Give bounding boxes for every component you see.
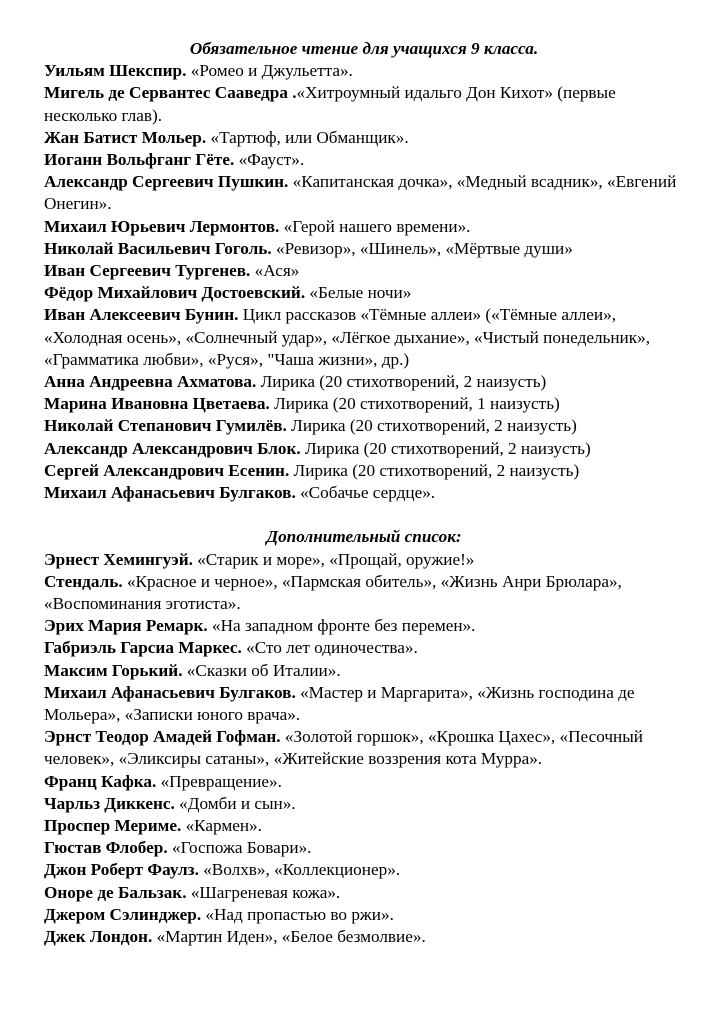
list-entry <box>44 637 684 659</box>
works-text: Лирика (20 стихотворений, 2 наизусть) <box>300 438 591 458</box>
list-entry <box>44 571 684 615</box>
author-name: Иван Алексеевич Бунин. <box>44 305 239 325</box>
author-name: Франц Кафка. <box>44 771 157 791</box>
list-entry <box>44 60 684 82</box>
author-name: Максим Горький. <box>44 660 183 680</box>
works-text: «Над пропастью во ржи». <box>201 904 394 924</box>
works-text: «Волхв», «Коллекционер». <box>198 860 401 880</box>
author-name: Джон Роберт Фаулз. <box>44 860 199 880</box>
author-name: Джек Лондон. <box>44 927 153 947</box>
list-entry <box>44 904 684 926</box>
list-entry <box>44 415 684 437</box>
list-entry <box>44 82 684 126</box>
works-text: «Старик и море», «Прощай, оружие!» <box>192 549 475 569</box>
works-text: «Мартин Иден», «Белое безмолвие». <box>152 927 426 947</box>
works-text: Лирика (20 стихотворений, 2 наизусть) <box>256 372 547 392</box>
works-text: Лирика (20 стихотворений, 2 наизусть) <box>286 416 577 436</box>
author-name: Иван Сергеевич Тургенев. <box>44 261 251 281</box>
author-name: Михаил Афанасьевич Булгаков. <box>44 483 296 503</box>
list-entry <box>44 282 684 304</box>
works-text: «Ромео и Джульетта». <box>186 61 353 81</box>
author-name: Михаил Юрьевич Лермонтов. <box>44 216 280 236</box>
works-text: «Красное и черное», «Пармская обитель», «Жизнь Анри Брюлара», «Воспоминания эготиста». <box>44 571 622 614</box>
list-entry <box>44 171 684 215</box>
author-name: Анна Андреевна Ахматова. <box>44 372 257 392</box>
author-name: Александр Сергеевич Пушкин. <box>44 172 289 192</box>
document-body <box>44 38 684 948</box>
works-text: «Домби и сын». <box>174 793 296 813</box>
works-text: Лирика (20 стихотворений, 2 наизусть) <box>289 460 580 480</box>
author-name: Чарльз Диккенс. <box>44 793 175 813</box>
works-text: «Хитроумный идальго Дон Кихот» (первые несколько глав). <box>44 83 616 125</box>
works-text: «Фауст». <box>234 150 305 169</box>
list-entry <box>44 371 684 393</box>
list-entry <box>44 149 684 171</box>
list-entry <box>44 771 684 793</box>
works-text: «Шагреневая кожа». <box>186 882 341 902</box>
author-name: Эрих Мария Ремарк. <box>44 616 208 636</box>
list-entry <box>44 549 684 571</box>
author-name: Жан Батист Мольер. <box>44 127 207 147</box>
additional-list <box>44 549 684 949</box>
works-text: «Тартюф, или Обманщик». <box>206 127 409 147</box>
works-text: Лирика (20 стихотворений, 1 наизусть) <box>269 394 560 414</box>
author-name: Фёдор Михайлович Достоевский. <box>44 283 306 303</box>
mandatory-list <box>44 60 684 504</box>
additional-heading: Дополнительный список: <box>266 527 462 547</box>
works-text: «Золотой горшок», «Крошка Цахес», «Песочный человек», «Эликсиры сатаны», «Житейские воззрения кота Мурра». <box>44 727 643 769</box>
author-name: Проспер Мериме. <box>44 816 182 836</box>
list-entry <box>44 682 684 726</box>
works-text: «Сто лет одиночества». <box>241 638 418 658</box>
author-name: Николай Степанович Гумилёв. <box>44 416 287 436</box>
works-text: Цикл рассказов «Тёмные аллеи» («Тёмные аллеи», «Холодная осень», «Солнечный удар», «Лёгкое дыхание», «Чистый понедельник», «Грамматика любви», «Руся», "Чаша жизни», др.) <box>44 305 650 369</box>
list-entry <box>44 260 684 282</box>
works-text: «Кармен». <box>181 816 262 836</box>
works-text: «Мастер и Маргарита», «Жизнь господина де Мольера», «Записки юного врача». <box>44 682 635 725</box>
list-entry <box>44 837 684 859</box>
works-text: «Госпожа Бовари». <box>167 838 312 858</box>
author-name: Николай Васильевич Гоголь. <box>44 238 272 258</box>
list-entry <box>44 660 684 682</box>
list-entry <box>44 460 684 482</box>
author-name: Мигель де Сервантес Сааведра . <box>44 83 297 103</box>
author-name: Габриэль Гарсиа Маркес. <box>44 638 242 658</box>
author-name: Александр Александрович Блок. <box>44 438 301 458</box>
mandatory-heading: Обязательное чтение для учащихся 9 класса. <box>189 39 539 58</box>
list-entry <box>44 482 684 504</box>
works-text: «Капитанская дочка», «Медный всадник», «Евгений Онегин». <box>44 172 677 214</box>
list-entry <box>44 438 684 460</box>
author-name: Михаил Афанасьевич Булгаков. <box>44 682 296 702</box>
works-text: «Собачье сердце». <box>295 483 436 503</box>
list-entry <box>44 793 684 815</box>
author-name: Гюстав Флобер. <box>44 838 168 858</box>
list-entry <box>44 726 684 770</box>
works-text: «На западном фронте без перемен». <box>207 616 476 636</box>
author-name: Марина Ивановна Цветаева. <box>44 394 270 414</box>
list-entry <box>44 238 684 260</box>
list-entry <box>44 615 684 637</box>
list-entry <box>44 216 684 238</box>
works-text: «Сказки об Италии». <box>182 660 341 680</box>
author-name: Сергей Александрович Есенин. <box>44 460 290 480</box>
works-text: «Ася» <box>250 261 300 281</box>
list-entry <box>44 393 684 415</box>
list-entry <box>44 815 684 837</box>
works-text: «Ревизор», «Шинель», «Мёртвые души» <box>271 238 573 258</box>
works-text: «Белые ночи» <box>305 283 412 303</box>
list-entry <box>44 882 684 904</box>
works-text: «Превращение». <box>156 771 282 791</box>
author-name: Эрнест Хемингуэй. <box>44 549 193 569</box>
author-name: Оноре де Бальзак. <box>44 882 187 902</box>
list-entry <box>44 304 684 371</box>
author-name: Джером Сэлинджер. <box>44 904 202 924</box>
list-entry <box>44 926 684 948</box>
list-entry <box>44 127 684 149</box>
author-name: Стендаль. <box>44 571 123 591</box>
works-text: «Герой нашего времени». <box>279 216 471 236</box>
list-entry <box>44 859 684 881</box>
author-name: Эрнст Теодор Амадей Гофман. <box>44 727 281 747</box>
author-name: Уильям Шекспир. <box>44 61 187 81</box>
author-name: Иоганн Вольфганг Гёте. <box>44 150 235 169</box>
